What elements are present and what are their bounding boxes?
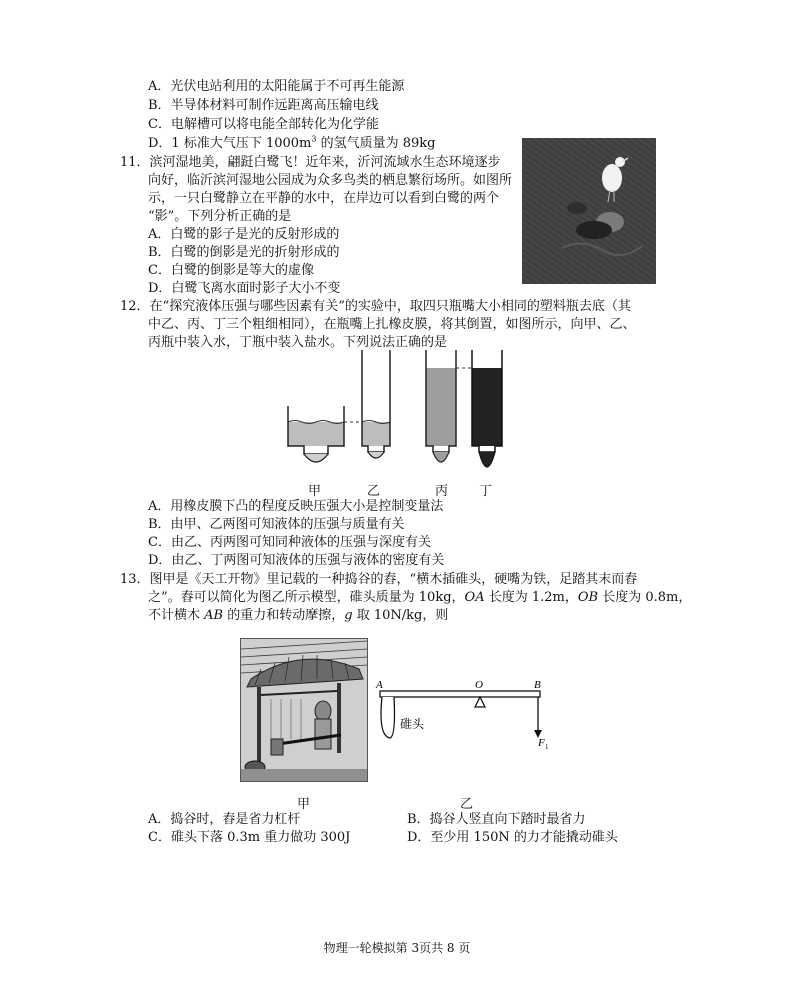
- q13-symbol-g: g: [344, 608, 353, 623]
- q10-option-d: [148, 135, 435, 153]
- lever-label-pestle: 碓头: [400, 717, 425, 731]
- q13-symbol-ob: OB: [577, 590, 599, 605]
- q13-option-a: A．捣谷时，舂是省力杠杆: [148, 812, 301, 827]
- q11-stem-line2: 向好，临沂滨河湿地公园成为众多鸟类的栖息繁衍场所。如图所: [148, 173, 513, 188]
- q11-option-b: B．白鹭的倒影是光的折射形成的: [148, 245, 340, 260]
- lever-pestle-head: [381, 697, 395, 738]
- q12-option-c: C．由乙、丙两图可知同种液体的压强与深度有关: [148, 535, 431, 550]
- q12-option-b: B．由甲、乙两图可知液体的压强与质量有关: [148, 517, 405, 532]
- q12-stem-line2: 中乙、丙、丁三个粗细相同），在瓶嘴上扎橡皮膜，将其倒置，如图所示，向甲、乙、: [148, 317, 636, 332]
- q12-option-a: A．用橡皮膜下凸的程度反映压强大小是控制变量法: [148, 499, 444, 514]
- q12-stem-line1: 12．在“探究液体压强与哪些因素有关”的实验中，取四只瓶嘴大小相同的塑料瓶去底（其: [120, 299, 631, 314]
- q11-stem-line1: 11．滨河湿地美，翩跹白鹭飞！近年来，沂河流域水生态环境逐步: [120, 155, 501, 170]
- lever-label-b: B: [534, 679, 541, 691]
- lever-label-force-subscript: 1: [545, 743, 549, 751]
- egret-photo: [522, 138, 656, 284]
- bottle-label-bing: 丙: [435, 484, 449, 499]
- q11-stem-line3: 示，一只白鹭静立在平静的水中，在岸边可以看到白鹭的两个: [148, 191, 500, 206]
- q11-option-c: C．白鹭的倒影是等大的虚像: [148, 263, 314, 278]
- q10-option-c: C．电解槽可以将电能全部转化为化学能: [148, 117, 379, 132]
- q11-option-d: D．白鹭飞离水面时影子大小不变: [148, 281, 341, 296]
- q13-symbol-oa: OA: [464, 590, 485, 605]
- q13-stem-line3: [148, 607, 448, 625]
- q11-stem-line4: “影”。下列分析正确的是: [148, 209, 292, 224]
- woodcut-drawing: [241, 639, 367, 781]
- q13-stem-line3-part3: 取 10N/kg，则: [352, 608, 449, 623]
- q13-stem-line2-part2: 长度为 1.2m，: [484, 590, 578, 605]
- liquid-pressure-bottles-figure: [270, 346, 510, 486]
- bottle-bing: [426, 350, 456, 462]
- q13-symbol-ab: AB: [204, 608, 224, 623]
- lever-beam: [380, 691, 540, 697]
- q13-stem-line2-part1: 之”。舂可以简化为图乙所示模型，碓头质量为 10kg，: [148, 590, 465, 605]
- q13-option-d: D．至少用 150N 的力才能撬动碓头: [407, 830, 618, 845]
- q10-option-d-prefix: D．1 标准大气压下 1000m: [148, 136, 312, 151]
- q12-stem-line3: 丙瓶中装入水，丁瓶中装入盐水。下列说法正确的是: [148, 335, 448, 350]
- bottle-ding: [472, 350, 502, 467]
- figure-label-jia: 甲: [297, 797, 311, 812]
- q13-option-b: B．捣谷人竖直向下踏时最省力: [407, 812, 586, 827]
- lever-label-a: A: [376, 679, 383, 691]
- q13-stem-line3-part2: 的重力和转动摩擦，: [223, 608, 345, 623]
- bottle-label-jia: 甲: [308, 484, 322, 499]
- q13-option-c: C．碓头下落 0.3m 重力做功 300J: [148, 830, 351, 845]
- tiangong-kaiwu-woodcut: [240, 638, 368, 782]
- lever-label-o: O: [475, 679, 483, 691]
- q10-option-b: B．半导体材料可制作远距离高压输电线: [148, 98, 379, 113]
- q10-option-d-suffix: 的氢气质量为 89kg: [316, 136, 436, 151]
- bottle-yi: [362, 350, 390, 458]
- q13-stem-line1: 13．图甲是《天工开物》里记载的一种捣谷的舂，“横木插碓头，硬嘴为铁，足踏其末而舂: [120, 572, 638, 587]
- page-footer: 物理一轮模拟第 3页共 8 页: [323, 941, 471, 955]
- q10-option-d-sup: 3: [311, 134, 317, 144]
- q13-stem-line2-part3: 长度为 0.8m，: [598, 590, 692, 605]
- q12-option-d: D．由乙、丁两图可知液体的压强与液体的密度有关: [148, 553, 445, 568]
- q13-stem-line2: [148, 589, 691, 607]
- q11-option-a: A．白鹭的影子是光的反射形成的: [148, 227, 340, 242]
- lever-model-figure: [372, 676, 572, 756]
- bottle-label-ding: 丁: [479, 484, 493, 499]
- bottle-jia: [288, 406, 344, 462]
- figure-label-yi: 乙: [460, 797, 474, 812]
- egret-photo-drawing: [522, 138, 656, 284]
- q10-option-a: A．光伏电站利用的太阳能属于不可再生能源: [148, 79, 405, 94]
- lever-label-force: F: [538, 737, 545, 749]
- lever-fulcrum: [475, 697, 485, 707]
- bottle-label-yi: 乙: [367, 484, 381, 499]
- q13-stem-line3-part1: 不计横木: [148, 608, 205, 623]
